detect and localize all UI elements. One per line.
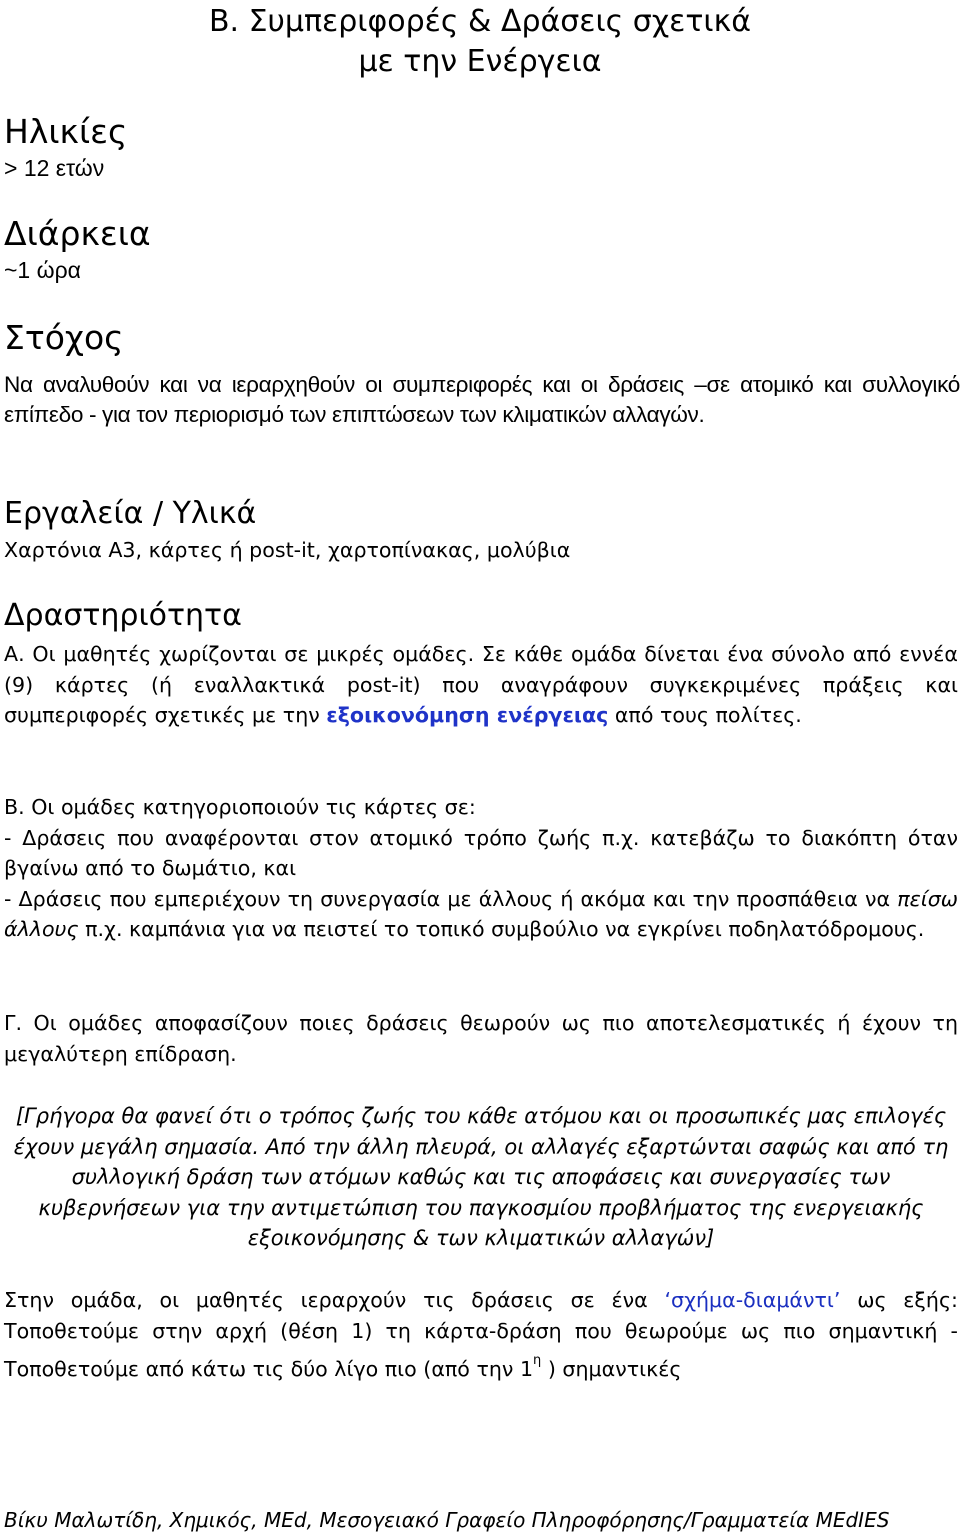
title-line-2: με την Ενέργεια [358,44,602,79]
duration-value: ~1 ώρα [4,257,81,283]
ages-heading: Ηλικίες [4,112,128,151]
tools-text: Χαρτόνια Α3, κάρτες ή post-it, χαρτοπίνακας, μολύβια [4,538,571,562]
persuade-others-italic: πείσω άλλους [4,886,958,941]
activity-step-c: Γ. Οι ομάδες αποφασίζουν ποιες δράσεις θεωρούν ως πιο αποτελεσματικές ή έχουν τη μεγαλύτερη επίδραση. [4,1011,958,1066]
page-footer: Βίκυ Μαλωτίδη, Χημικός, MEd, Μεσογειακό Γραφείο Πληροφόρησης/Γραμματεία MEdIES [4,1508,890,1532]
step-b-item-2 [4,884,958,945]
activity-note: [Γρήγορα θα φανεί ότι ο τρόπος ζωής του κάθε ατόμου και οι προσωπικές μας επιλογές έχουν μεγάλη σημασία. Από την άλλη πλευρά, οι αλλαγές εξαρτώνται σαφώς και από τη συλλογική δράση των ατόμων καθώς και τις αποφάσεις και συνεργασίες των κυβερνήσεων για την αντιμετώπιση του παγκοσμίου προβλήματος της ενεργειακής εξοικονόμησης & των κλιματικών αλλαγών] [13,1104,949,1250]
activity-final [4,1285,958,1385]
final-text: Στην ομάδα, οι μαθητές ιεραρχούν τις δράσεις σε ένα [4,1288,665,1312]
energy-saving-highlight: εξοικονόμηση ενέργειας [326,703,609,727]
final-text-end: ) σημαντικές [541,1357,682,1381]
goal-heading: Στόχος [4,318,124,357]
activity-step-a [4,639,958,731]
diamond-shape-highlight: ‘σχήμα-διαμάντι’ [664,1288,841,1312]
duration-heading: Διάρκεια [4,214,151,253]
activity-step-b [4,792,958,945]
ages-value: > 12 ετών [4,155,105,181]
step-a-text-end: από τους πολίτες. [608,703,802,727]
step-b-item-2-text: - Δράσεις που εμπεριέχουν τη συνεργασία με άλλους ή ακόμα και την προσπάθεια να [4,886,898,911]
step-b-item-1: - Δράσεις που αναφέρονται στον ατομικό τρόπο ζωής π.χ. κατεβάζω το διακόπτη όταν βγαίνω από το δωμάτιο, και [4,825,958,880]
step-b-intro: Β. Οι ομάδες κατηγοριοποιούν τις κάρτες σε: [4,795,476,819]
activity-heading: Δραστηριότητα [4,598,242,633]
superscript-eta: η [533,1353,542,1368]
step-a-text: Α. Οι μαθητές χωρίζονται σε μικρές ομάδες. Σε κάθε ομάδα δίνεται ένα σύνολο από εννέα (9) κάρτες (ή εναλλακτικά post-it) που αναγράφουν συγκεκριμένες πράξεις και συμπεριφορές σχετικές με την [4,642,958,727]
final-text-mid: ως εξής: Τοποθετούμε στην αρχή (θέση 1) τη κάρτα-δράση που θεωρούμε ως πιο σημαντική - Τοποθετούμε από κάτω τις δύο λίγο πιο (από την 1 [4,1288,958,1381]
page-title [190,2,770,82]
goal-text: Να αναλυθούν και να ιεραρχηθούν οι συμπεριφορές και οι δράσεις –σε ατομικό και συλλογικό επίπεδο - για τον περιορισμό των επιπτώσεων των κλιματικών αλλαγών. [4,372,960,427]
step-b-item-2-end: π.χ. καμπάνια για να πειστεί το τοπικό συμβούλιο να εγκρίνει ποδηλατόδρομους. [78,917,925,941]
tools-heading: Εργαλεία / Υλικά [4,496,257,531]
title-line-1: Β. Συμπεριφορές & Δράσεις σχετικά [208,4,752,39]
